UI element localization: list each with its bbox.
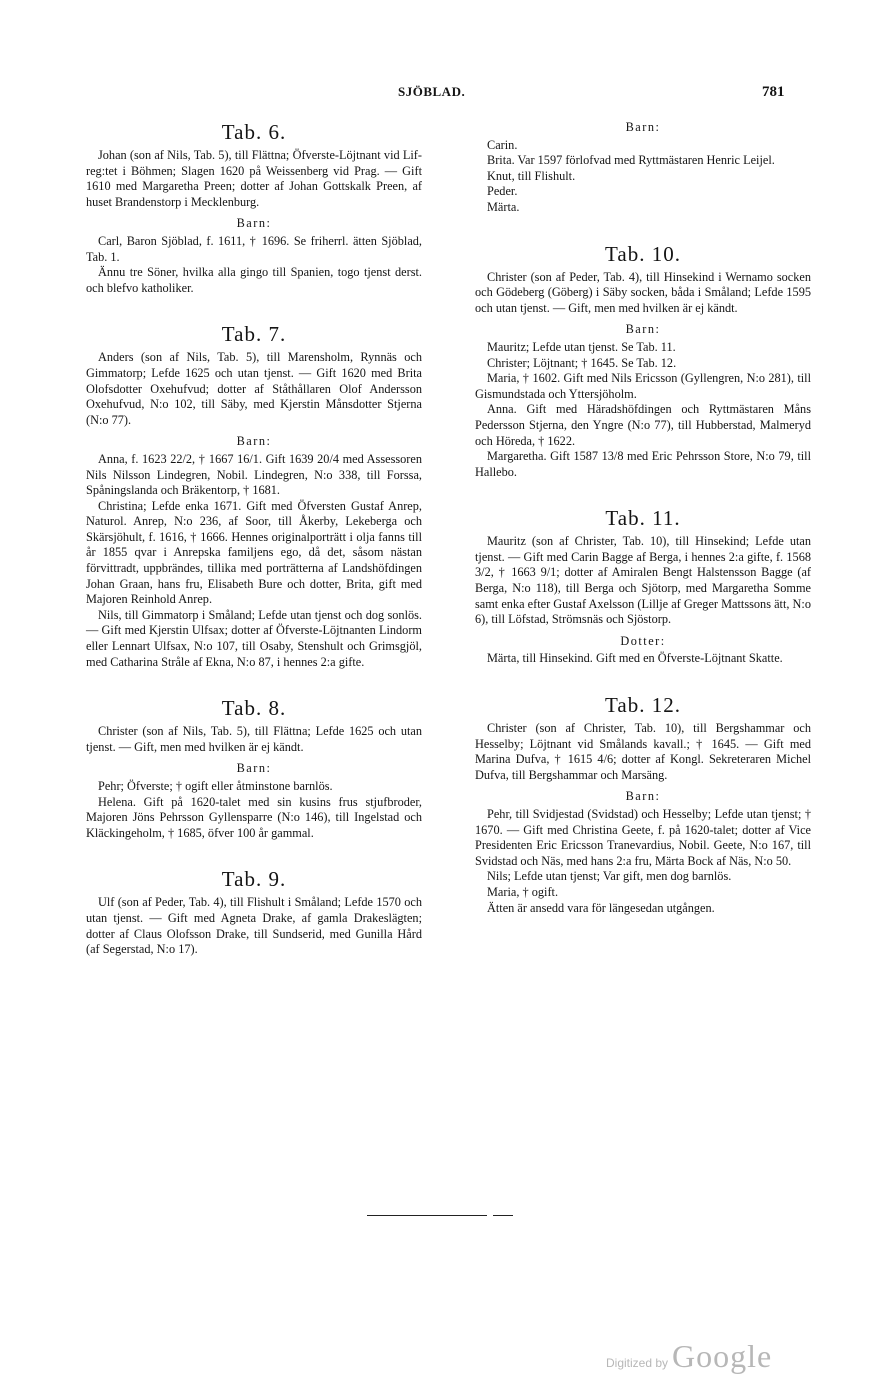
list-item: Mauritz; Lefde utan tjenst. Se Tab. 11.	[487, 339, 676, 354]
list-item: Brita. Var 1597 förlofvad med Ryttmästaren Henric Leijel.	[487, 153, 775, 168]
list-item: Anna. Gift med Häradshöfdingen och Ryttmästaren Måns Pedersson Stjerna, den Yngre (N:o 77), till Hubberstad, Malmeryd och Höreda, † 1622.	[475, 402, 811, 448]
list-item: Christina; Lefde enka 1671. Gift med Öfversten Gustaf Anrep, Naturol. Anrep, N:o 236, af Soor, till Åkerby, Lekeberga och Skärsjöhult, f. 1616, † 1666. Hennes originalporträtt i olja fanns till år 1855 qvar i Anrepska familjens ego, då det, såsom nästan förvittradt, uppbrändes, tillika med porträtterna af Landshöfdingen Johan Graan, hans fru, Elisabeth Bure och dotter, Brita, gift med Majoren Reinhold Anrep.	[86, 498, 422, 607]
tab-8-heading: Tab. 8.	[221, 696, 287, 721]
closing-note: Ätten är ansedd vara för längesedan utgången.	[487, 900, 715, 915]
tab-8-entry: Christer (son af Nils, Tab. 5), till Flättna; Lefde 1625 och utan tjenst. — Gift, men med hvilken är ej kändt.	[86, 724, 422, 754]
tab-9-children-label: Barn:	[625, 120, 661, 134]
list-item: Christer; Löjtnant; † 1645. Se Tab. 12.	[487, 355, 677, 370]
watermark-small-text: Digitized by	[606, 1356, 669, 1370]
list-item: Knut, till Flishult.	[487, 168, 576, 183]
tab-10-entry: Christer (son af Peder, Tab. 4), till Hinsekind i Wernamo socken och Gödeberg (Göberg) i Säby socken, båda i Småland; Lefde 1595 och utan tjenst. — Gift, men med hvilken är ej kändt.	[475, 269, 811, 315]
tab-7-heading: Tab. 7.	[221, 322, 287, 347]
list-item: Maria, † ogift.	[487, 884, 559, 899]
tab-7-entry: Anders (son af Nils, Tab. 5), till Marensholm, Rynnäs och Gimmatorp; Lefde 1625 och utan tjenst. — Gift 1620 med Brita Olofsdotter Oxehufvud; dotter af Ståthållaren Olof Andersson Oxehufvud, N:o 102, till Säby, med Kjerstin Månsdotter Stjerna (N:o 77).	[86, 350, 422, 427]
list-item: Märta.	[487, 199, 520, 214]
tab-12-heading: Tab. 12.	[605, 693, 681, 718]
tab-11-heading: Tab. 11.	[605, 506, 681, 531]
running-header-title: SJÖBLAD.	[398, 84, 466, 99]
tab-6-heading: Tab. 6.	[221, 120, 287, 144]
tab-10-heading: Tab. 10.	[605, 241, 681, 266]
list-item: Nils, till Gimmatorp i Småland; Lefde utan tjenst och dog sonlös. — Gift med Kjerstin Ulfsax; dotter af Öfverste-Löjtnanten Lindorm eller Lennart Ulfsax, N:o 107, till Osaby, Stenshult och Grimsgjöl, med Catharina Stråle af Ekna, N:o 87, i hennes 2:a gifte.	[86, 607, 422, 669]
tab-9-heading: Tab. 9.	[221, 867, 287, 892]
left-column	[86, 116, 422, 958]
google-logo-icon: Google	[672, 1338, 773, 1374]
end-rule-divider	[367, 1215, 513, 1216]
tab-9-entry: Ulf (son af Peder, Tab. 4), till Flishult i Småland; Lefde 1570 och utan tjenst. — Gift med Agneta Drake, af gamla Drakeslägten; dotter af Claus Olofsson Drake, till Sundserid, med Gunilla Hård (af Segerstad, N:o 17).	[86, 895, 422, 957]
list-item: Carl, Baron Sjöblad, f. 1611, † 1696. Se friherrl. ätten Sjöblad, Tab. 1.	[86, 233, 422, 264]
list-item: Pehr; Öfverste; † ogift eller åtminstone barnlös.	[98, 779, 333, 793]
list-item: Maria, † 1602. Gift med Nils Ericsson (Gyllengren, N:o 281), till Gismundstada och Yttersjöholm.	[475, 371, 811, 401]
tab-6-children-label: Barn:	[236, 216, 272, 231]
page-number: 781	[762, 84, 785, 100]
list-item: Anna, f. 1623 22/2, † 1667 16/1. Gift 1639 20/4 med Assessoren Nils Nilsson Lindegren, Nobil. Lindegren, N:o 338, till Forssa, Spåningslanda och Bräkentorp, † 1681.	[86, 451, 422, 498]
list-item: Märta, till Hinsekind. Gift med en Öfverste-Löjtnant Skatte.	[487, 651, 783, 666]
tab-10-children-label: Barn:	[625, 322, 661, 337]
list-item: Peder.	[487, 184, 518, 199]
digitized-watermark	[606, 1338, 772, 1375]
tab-8-children-label: Barn:	[236, 761, 272, 776]
list-item: Nils; Lefde utan tjenst; Var gift, men dog barnlös.	[487, 869, 732, 884]
list-item: Helena. Gift på 1620-talet med sin kusins frus stjufbroder, Majoren Jöns Pehrsson Gyllensparre (N:o 146), till Ingelstad och Kläckingeholm, † 1685, öfver 100 år gammal.	[86, 794, 422, 840]
tab-12-children-label: Barn:	[625, 789, 661, 804]
tab-7-children-label: Barn:	[236, 434, 272, 449]
list-item: Pehr, till Svidjestad (Svidstad) och Hesselby; Lefde utan tjenst; † 1670. — Gift med Christina Geete, f. på 1620-talet; dotter af Vice Presidenten Eric Ericsson Tranevardius, Nobil. Geete, N:o 167, till Svidstad och Näs, med hans 2:a fru, Märta Bock af Näs, N:o 50.	[475, 807, 811, 868]
list-item: Ännu tre Söner, hvilka alla gingo till Spanien, togo tjenst derst. och blefvo katholiker.	[86, 265, 422, 295]
tab-12-entry: Christer (son af Christer, Tab. 10), till Bergshammar och Hesselby; Löjtnant vid Smålands kavall.; † 1645. — Gift med Marina Dufva, † 1615 4/6; dotter af Kongl. Sekreteraren Michel Dufva, till Bergshammar och Marsäng.	[475, 721, 811, 782]
list-item: Margaretha. Gift 1587 13/8 med Eric Pehrsson Store, N:o 79, till Hallebo.	[475, 449, 811, 479]
tab-6-entry: Johan (son af Nils, Tab. 5), till Flättna; Öfverste-Löjtnant vid Lif-reg:tet i Böhmen; Slagen 1620 på Weissenberg vid Prag. — Gift 1610 med Margaretha Preen; dotter af Johan Gottskalk Preen, af huset Brandenstorp i Mecklenburg.	[86, 148, 422, 209]
list-item: Carin.	[487, 137, 518, 152]
tab-11-entry: Mauritz (son af Christer, Tab. 10), till Hinsekind; Lefde utan tjenst. — Gift med Carin Bagge af Berga, i hennes 2:a gifte, f. 1568 3/2, † 1663 9/1; dotter af Amiralen Bengt Halstensson Bagge (af Berga, N:o 118), till Berga och Sjötorp, med Margaretha Somme samt enka efter Gustaf Axelsson (Lillje af Greger Mattssons ätt, N:o 6), till Löfstad, Strömsnäs och Sjöstorp.	[475, 534, 811, 627]
tab-11-children-label: Dotter:	[620, 633, 666, 648]
right-column	[475, 116, 811, 916]
